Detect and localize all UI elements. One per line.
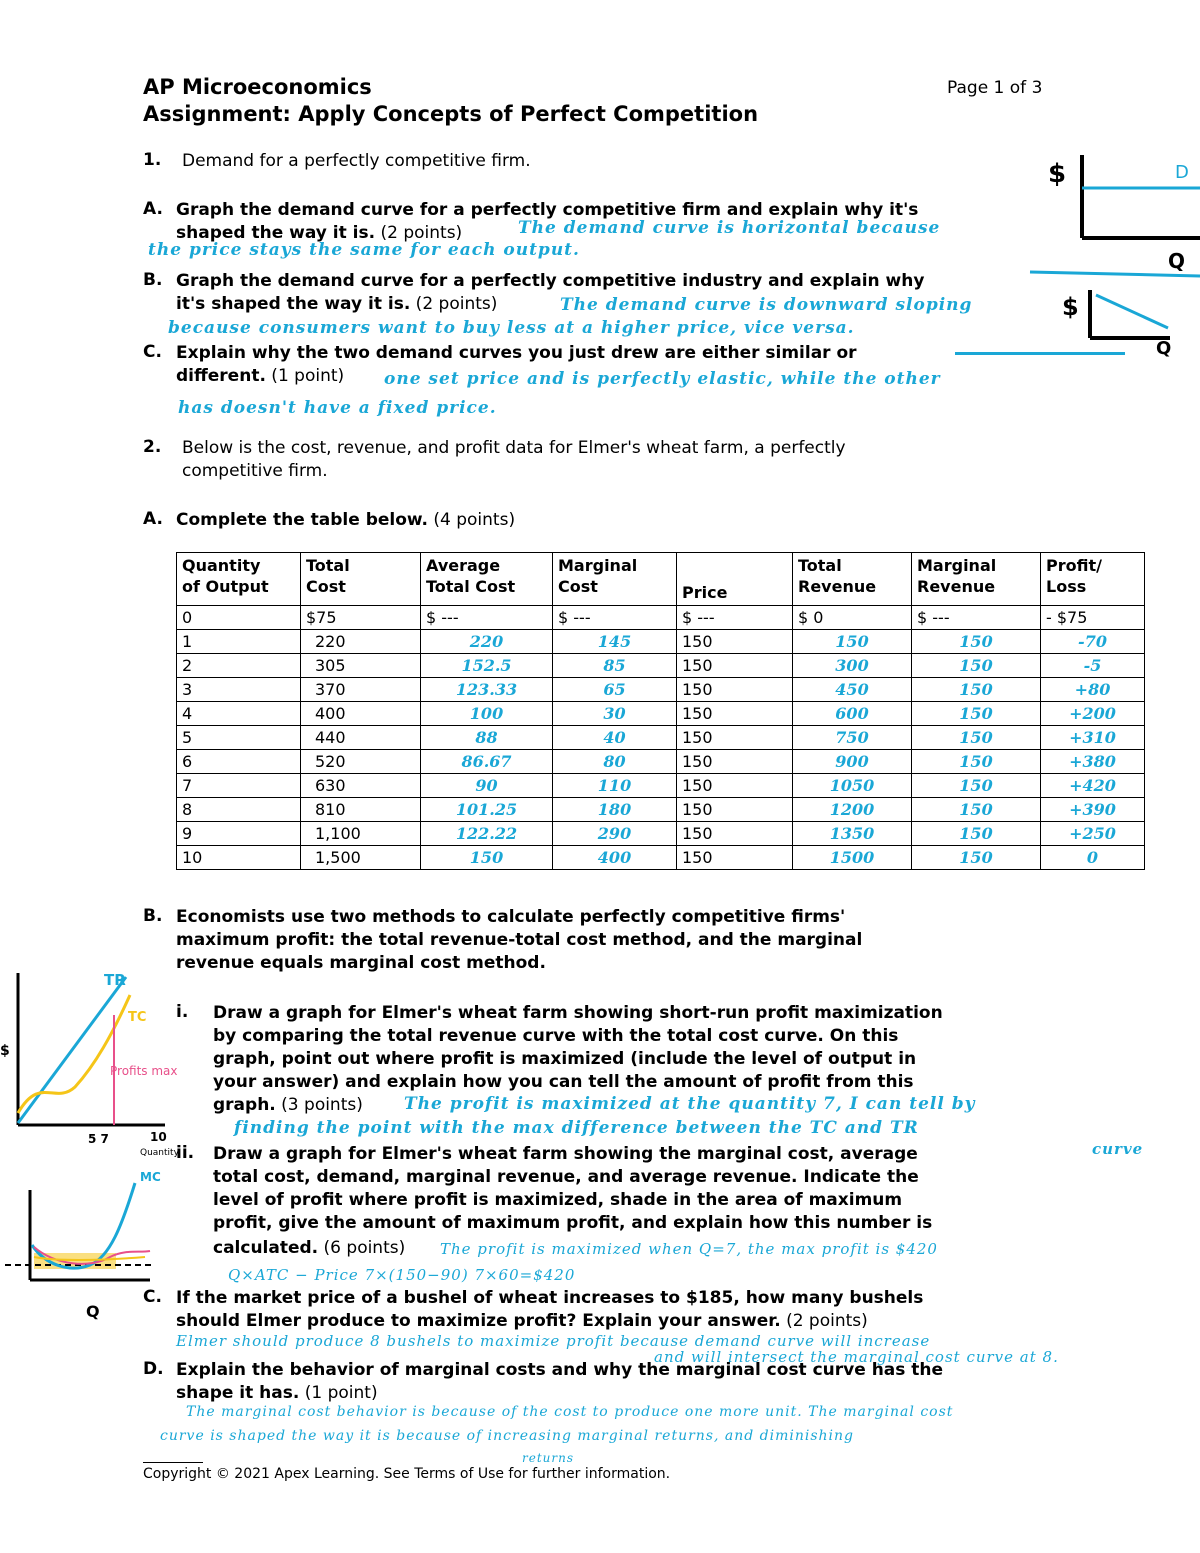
cell-marginal-revenue: 150: [912, 702, 1041, 726]
cell-price: 150: [677, 822, 793, 846]
cell-marginal-revenue: 150: [912, 750, 1041, 774]
cell-average-total-cost: 100: [421, 702, 553, 726]
q2bii-letter: ii.: [176, 1143, 195, 1163]
course-title: AP Microeconomics: [143, 75, 372, 99]
cell-marginal-revenue: $ ---: [912, 606, 1041, 630]
cell-total-cost: 630: [301, 774, 421, 798]
q2d-answer3: returns: [522, 1451, 575, 1465]
cost-revenue-table: [176, 552, 1145, 870]
cell-profit-loss: - $75: [1041, 606, 1145, 630]
q2d-letter: D.: [143, 1359, 164, 1379]
cell-total-cost: 440: [301, 726, 421, 750]
cell-marginal-cost: 145: [553, 630, 677, 654]
header-marginal-cost: Marginal Cost: [553, 553, 677, 606]
table-row: [177, 750, 1145, 774]
mc-x-label: Q: [86, 1302, 100, 1321]
q2b-line1: Economists use two methods to calculate perfectly competitive firms': [176, 907, 846, 927]
header-price: Price: [677, 553, 793, 606]
header-total-revenue: Total Revenue: [793, 553, 912, 606]
q2d-line1: Explain the behavior of marginal costs and why the marginal cost curve has the: [176, 1360, 944, 1380]
cell-total-revenue: $ 0: [793, 606, 912, 630]
cell-quantity: 0: [177, 606, 301, 630]
mc-atc-sketch: [0, 1165, 175, 1325]
cell-profit-loss: +380: [1041, 750, 1145, 774]
q2d-answer2: curve is shaped the way it is because of increasing marginal returns, and diminishing: [160, 1428, 855, 1444]
cell-average-total-cost: 152.5: [421, 654, 553, 678]
q2bii-line3: level of profit where profit is maximized, shade in the area of maximum: [213, 1190, 903, 1210]
tc-label: TC: [128, 1010, 147, 1025]
q2bi-answer1: The profit is maximized at the quantity 7, I can tell by: [404, 1094, 976, 1114]
cell-marginal-revenue: 150: [912, 726, 1041, 750]
cell-quantity: 9: [177, 822, 301, 846]
q2bi-line5: graph.: [213, 1095, 276, 1115]
q2bii-line4: profit, give the amount of maximum profit, and explain how this number is: [213, 1213, 933, 1233]
cell-profit-loss: -70: [1041, 630, 1145, 654]
cell-average-total-cost: 123.33: [421, 678, 553, 702]
cell-average-total-cost: 88: [421, 726, 553, 750]
q2bii-line1: Draw a graph for Elmer's wheat farm showing the marginal cost, average: [213, 1144, 918, 1164]
q2c-letter: C.: [143, 1287, 162, 1307]
tr-label: TR: [104, 971, 126, 989]
assignment-title: Assignment: Apply Concepts of Perfect Competition: [143, 102, 759, 126]
q2-line2: competitive firm.: [182, 461, 328, 481]
cell-price: 150: [677, 702, 793, 726]
cell-marginal-revenue: 150: [912, 630, 1041, 654]
tr-x-end: 10: [150, 1130, 167, 1144]
q2a-text: Complete the table below.: [176, 510, 428, 530]
cell-marginal-revenue: 150: [912, 774, 1041, 798]
q2d-answer1: The marginal cost behavior is because of the cost to produce one more unit. The marginal cost: [186, 1404, 954, 1420]
cell-quantity: 1: [177, 630, 301, 654]
cell-marginal-cost: 85: [553, 654, 677, 678]
q1c-answer1: one set price and is perfectly elastic, while the other: [384, 369, 941, 389]
header-total-cost: Total Cost: [301, 553, 421, 606]
industry-sketch-y-label: $: [1062, 293, 1079, 321]
cell-total-cost: 1,500: [301, 846, 421, 870]
cell-total-revenue: 1050: [793, 774, 912, 798]
footer-copyright: Copyright © 2021 Apex Learning. See Terms of Use for further information.: [143, 1466, 671, 1482]
cell-total-revenue: 600: [793, 702, 912, 726]
cell-quantity: 2: [177, 654, 301, 678]
cell-quantity: 5: [177, 726, 301, 750]
q1c-answer2: has doesn't have a fixed price.: [178, 398, 497, 418]
q2bii-points: (6 points): [318, 1238, 406, 1258]
table-row: [177, 726, 1145, 750]
cell-quantity: 3: [177, 678, 301, 702]
header-marginal-revenue: Marginal Revenue: [912, 553, 1041, 606]
cell-price: 150: [677, 798, 793, 822]
cell-average-total-cost: 150: [421, 846, 553, 870]
q1a-letter: A.: [143, 199, 163, 219]
q2c-line2: should Elmer produce to maximize profit? Explain your answer.: [176, 1311, 781, 1331]
cell-marginal-cost: 65: [553, 678, 677, 702]
cell-average-total-cost: 86.67: [421, 750, 553, 774]
q1-number: 1.: [143, 150, 162, 170]
tr-tc-sketch: [0, 955, 179, 1158]
cell-profit-loss: +80: [1041, 678, 1145, 702]
cell-quantity: 7: [177, 774, 301, 798]
q2-number: 2.: [143, 437, 162, 457]
cell-price: $ ---: [677, 606, 793, 630]
cell-price: 150: [677, 846, 793, 870]
cell-profit-loss: +390: [1041, 798, 1145, 822]
cell-total-cost: 400: [301, 702, 421, 726]
q2a-letter: A.: [143, 509, 163, 529]
tr-x-ticks: 5 7: [88, 1132, 109, 1146]
cell-profit-loss: +250: [1041, 822, 1145, 846]
page-number: Page 1 of 3: [947, 78, 1043, 98]
table-row: [177, 822, 1145, 846]
cell-marginal-cost: 30: [553, 702, 677, 726]
cell-average-total-cost: 90: [421, 774, 553, 798]
footer-rule: [143, 1462, 203, 1463]
q2a-points: (4 points): [427, 510, 516, 530]
cell-price: 150: [677, 678, 793, 702]
cell-price: 150: [677, 726, 793, 750]
q2bi-letter: i.: [176, 1002, 189, 1022]
q1b-line2: it's shaped the way it is.: [176, 294, 411, 314]
cell-total-revenue: 1200: [793, 798, 912, 822]
cell-average-total-cost: 220: [421, 630, 553, 654]
q2bii-answer2: Q×ATC − Price 7×(150−90) 7×60=$420: [228, 1266, 576, 1284]
q2bii-line2: total cost, demand, marginal revenue, and average revenue. Indicate the: [213, 1167, 919, 1187]
q2c-answer1: Elmer should produce 8 bushels to maximize profit because demand curve will increase: [176, 1332, 931, 1350]
cell-total-cost: 810: [301, 798, 421, 822]
q2bi-line2: by comparing the total revenue curve with the total cost curve. On this: [213, 1026, 899, 1046]
q2bi-answer3: curve: [1092, 1140, 1144, 1158]
q2bi-line5-wrap: [213, 1094, 363, 1117]
q1b-answer1: The demand curve is downward sloping: [560, 295, 973, 315]
cell-marginal-revenue: 150: [912, 678, 1041, 702]
q2c-points: (2 points): [780, 1311, 868, 1331]
cell-marginal-revenue: 150: [912, 798, 1041, 822]
industry-sketch-x-label: Q: [1156, 338, 1172, 359]
q2c-line1: If the market price of a bushel of wheat increases to $185, how many bushels: [176, 1288, 924, 1308]
q2-line1: Below is the cost, revenue, and profit data for Elmer's wheat farm, a perfectly: [182, 438, 846, 458]
table-row: [177, 798, 1145, 822]
cell-total-revenue: 1500: [793, 846, 912, 870]
q2d-line2-wrap: [176, 1382, 378, 1405]
q2bi-line3: graph, point out where profit is maximized (include the level of output in: [213, 1049, 917, 1069]
q2b-line3: revenue equals marginal cost method.: [176, 953, 546, 973]
header-profit-loss: Profit/ Loss: [1041, 553, 1145, 606]
q1c-line2-wrap: [176, 365, 344, 388]
q2bii-line5-wrap: [213, 1237, 405, 1260]
table-row: [177, 678, 1145, 702]
cell-quantity: 10: [177, 846, 301, 870]
cell-quantity: 6: [177, 750, 301, 774]
cell-marginal-cost: 40: [553, 726, 677, 750]
cell-total-revenue: 1350: [793, 822, 912, 846]
cell-marginal-cost: $ ---: [553, 606, 677, 630]
cell-profit-loss: +420: [1041, 774, 1145, 798]
firm-sketch-y-label: $: [1048, 159, 1067, 189]
cell-profit-loss: 0: [1041, 846, 1145, 870]
header-average-total-cost: Average Total Cost: [421, 553, 553, 606]
cell-quantity: 4: [177, 702, 301, 726]
firm-demand-sketch: [1048, 155, 1200, 273]
q2bi-line1: Draw a graph for Elmer's wheat farm showing short-run profit maximization: [213, 1003, 943, 1023]
q2c-answer2: and will intersect the marginal cost curve at 8.: [654, 1348, 1059, 1366]
table-body: [177, 606, 1145, 870]
cell-total-revenue: 750: [793, 726, 912, 750]
cell-price: 150: [677, 630, 793, 654]
q2bi-line4: your answer) and explain how you can tell the amount of profit from this: [213, 1072, 914, 1092]
cell-profit-loss: +310: [1041, 726, 1145, 750]
q1c-line1: Explain why the two demand curves you just drew are either similar or: [176, 343, 857, 363]
cell-marginal-cost: 290: [553, 822, 677, 846]
tr-y-axis-label: $: [0, 1043, 10, 1059]
q1a-answer2: the price stays the same for each output.: [148, 240, 580, 260]
q1b-answer2: because consumers want to buy less at a higher price, vice versa.: [168, 318, 855, 338]
underline-stroke: [955, 352, 1125, 355]
cell-price: 150: [677, 750, 793, 774]
firm-sketch-x-label: Q: [1168, 249, 1186, 273]
q2d-line2: shape it has.: [176, 1383, 300, 1403]
table-row: [177, 702, 1145, 726]
cell-marginal-revenue: 150: [912, 822, 1041, 846]
cell-total-cost: 370: [301, 678, 421, 702]
cell-total-cost: 520: [301, 750, 421, 774]
cell-total-cost: $75: [301, 606, 421, 630]
q1a-answer1: The demand curve is horizontal because: [518, 218, 941, 238]
cell-total-cost: 1,100: [301, 822, 421, 846]
table-row: [177, 630, 1145, 654]
q1c-points: (1 point): [265, 366, 345, 386]
cell-marginal-revenue: 150: [912, 846, 1041, 870]
cell-quantity: 8: [177, 798, 301, 822]
cell-total-cost: 220: [301, 630, 421, 654]
cell-marginal-cost: 400: [553, 846, 677, 870]
cell-total-revenue: 150: [793, 630, 912, 654]
q1b-line1: Graph the demand curve for a perfectly competitive industry and explain why: [176, 271, 925, 291]
cell-profit-loss: -5: [1041, 654, 1145, 678]
cell-average-total-cost: $ ---: [421, 606, 553, 630]
q2b-line2: maximum profit: the total revenue-total cost method, and the marginal: [176, 930, 863, 950]
cell-price: 150: [677, 774, 793, 798]
q1a-line2: shaped the way it is.: [176, 223, 376, 243]
q2bi-points: (3 points): [275, 1095, 363, 1115]
demand-sketches: [1030, 150, 1200, 370]
profits-max-note: Profits max: [110, 1064, 178, 1078]
q1a-line1: Graph the demand curve for a perfectly competitive firm and explain why it's: [176, 200, 919, 220]
q2bii-answer1: The profit is maximized when Q=7, the max profit is $420: [440, 1240, 938, 1258]
cell-total-revenue: 300: [793, 654, 912, 678]
mc-label: MC: [140, 1170, 161, 1184]
table-row: [177, 846, 1145, 870]
q1b-letter: B.: [143, 270, 163, 290]
q1c-letter: C.: [143, 342, 162, 362]
firm-sketch-curve-label: D: [1175, 162, 1189, 183]
table-row: [177, 606, 1145, 630]
table-row: [177, 654, 1145, 678]
q2c-line2-wrap: [176, 1310, 868, 1333]
cell-total-cost: 305: [301, 654, 421, 678]
cell-total-revenue: 900: [793, 750, 912, 774]
q2bii-line5: calculated.: [213, 1238, 319, 1258]
cell-marginal-cost: 80: [553, 750, 677, 774]
q1b-line2-wrap: [176, 293, 497, 316]
table-header-row: [177, 553, 1145, 606]
table-row: [177, 774, 1145, 798]
industry-demand-sketch: [1062, 290, 1171, 359]
q2a-text-wrap: [176, 509, 515, 532]
q1a-points: (2 points): [375, 223, 463, 243]
cell-total-revenue: 450: [793, 678, 912, 702]
cell-average-total-cost: 101.25: [421, 798, 553, 822]
q1c-line2: different.: [176, 366, 266, 386]
q1b-points: (2 points): [410, 294, 498, 314]
cell-average-total-cost: 122.22: [421, 822, 553, 846]
cell-marginal-cost: 180: [553, 798, 677, 822]
tr-x-axis-label: Quantity: [140, 1148, 179, 1158]
q2bi-answer2: finding the point with the max difference between the TC and TR: [234, 1118, 919, 1138]
header-quantity: Quantity of Output: [177, 553, 301, 606]
q1-text: Demand for a perfectly competitive firm.: [182, 151, 531, 171]
cell-marginal-cost: 110: [553, 774, 677, 798]
cell-price: 150: [677, 654, 793, 678]
cell-profit-loss: +200: [1041, 702, 1145, 726]
q2d-points: (1 point): [299, 1383, 378, 1403]
q2b-letter: B.: [143, 906, 163, 926]
cell-marginal-revenue: 150: [912, 654, 1041, 678]
